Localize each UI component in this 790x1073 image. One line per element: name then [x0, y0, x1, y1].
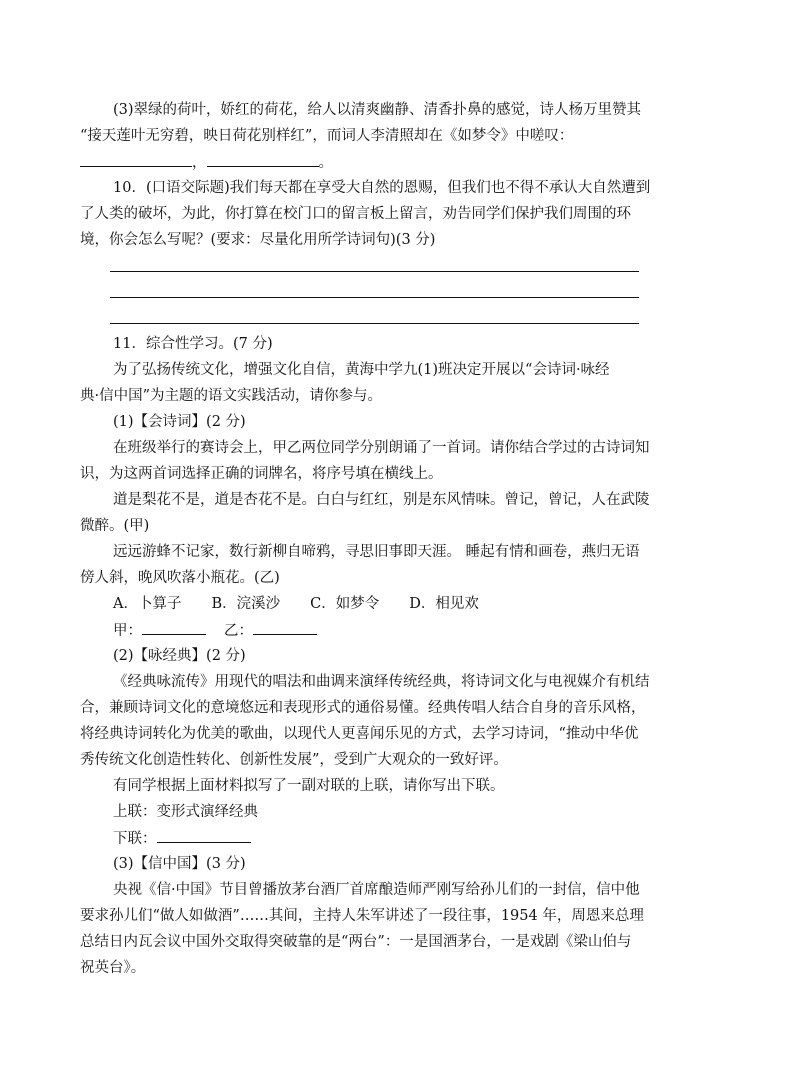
part2-title: (2)【咏经典】(2 分) — [113, 648, 246, 664]
couplet-lower-label: 下联： — [113, 831, 157, 847]
blank-separator: ， — [192, 155, 207, 171]
q10-line1: 10．(口语交际题)我们每天都在享受大自然的恩赐，但我们也不得不承认大自然遭到 — [113, 180, 651, 196]
couplet-lower-line — [113, 828, 251, 849]
q10-answer-rule-1[interactable] — [110, 271, 639, 272]
part3-p3: 总结日内瓦会议中国外交取得突破靠的是“两台”：一是国酒茅台，一是戏剧《梁山伯与 — [80, 934, 632, 950]
answer-yi-label: 乙： — [224, 623, 253, 639]
poem-jia-line2: 微醉。(甲) — [80, 518, 150, 534]
q11-heading: 11．综合性学习。(7 分) — [113, 336, 273, 352]
poem-jia-line1: 道是梨花不是，道是杏花不是。白白与红红，别是东风情味。曾记，曾记，人在武陵 — [113, 492, 650, 508]
part1-p1: 在班级举行的赛诗会上，甲乙两位同学分别朗诵了一首词。请你结合学过的古诗词知 — [113, 440, 650, 456]
part2-p4: 秀传统文化创造性转化、创新性发展”，受到广大观众的一致好评。 — [80, 752, 508, 768]
q10-line2: 了人类的破坏，为此，你打算在校门口的留言板上留言，劝告同学们保护我们周围的环 — [80, 206, 631, 222]
part1-title: (1)【会诗词】(2 分) — [113, 414, 246, 430]
part2-p3: 将经典诗词转化为优美的歌曲，以现代人更喜闻乐见的方式，去学习诗词，“推动中华优 — [80, 726, 639, 742]
answer-jia-label: 甲： — [113, 623, 142, 639]
q9-3-line1: (3)翠绿的荷叶，娇红的荷花，给人以清爽幽静、清香扑鼻的感觉，诗人杨万里赞其 — [113, 102, 642, 118]
option-c[interactable]: C．如梦令 — [310, 596, 380, 612]
part3-p2: 要求孙儿们“做人如做酒”……其间，主持人朱军讲述了一段往事，1954 年，周恩来总理 — [80, 908, 644, 924]
q10-answer-rule-2[interactable] — [110, 297, 639, 298]
part3-p4: 祝英台》。 — [80, 960, 146, 976]
q9-3-line2: “接天莲叶无穷碧，映日荷花别样红”，而词人李清照却在《如梦令》中嗟叹： — [80, 128, 574, 144]
part1-answers — [113, 620, 317, 641]
couplet-upper: 上联：变形式演绎经典 — [113, 804, 258, 820]
option-a[interactable]: A．卜算子 — [113, 596, 182, 612]
q11-intro-1: 为了弘扬传统文化，增强文化自信，黄海中学九(1)班决定开展以“会诗词·咏经 — [113, 362, 610, 378]
option-b[interactable]: B．浣溪沙 — [211, 596, 281, 612]
part2-p1: 《经典咏流传》用现代的唱法和曲调来演绎传统经典，将诗词文化与电视媒介有机结 — [113, 674, 650, 690]
part3-p1: 央视《信·中国》节目曾播放茅台酒厂首席酿造师严刚写给孙儿们的一封信，信中他 — [113, 882, 640, 898]
poem-yi-line2: 傍人斜，晚风吹落小瓶花。(乙) — [80, 570, 280, 586]
option-d[interactable]: D．相见欢 — [409, 596, 479, 612]
answer-yi-blank[interactable] — [253, 620, 317, 635]
couplet-lower-blank[interactable] — [157, 828, 251, 843]
q10-answer-rule-3[interactable] — [110, 323, 639, 324]
part1-options — [113, 594, 509, 614]
blank-end: 。 — [318, 155, 333, 171]
answer-jia-blank[interactable] — [142, 620, 206, 635]
q9-3-answer-line — [80, 152, 333, 173]
q11-intro-2: 典·信中国”为主题的语文实践活动，请你参与。 — [80, 388, 383, 404]
part3-title: (3)【信中国】(3 分) — [113, 856, 246, 872]
q10-line3: 境，你会怎么写呢？(要求：尽量化用所学诗词句)(3 分) — [80, 232, 436, 248]
part1-p2: 识，为这两首词选择正确的词牌名，将序号填在横线上。 — [80, 466, 443, 482]
part2-p2: 合，兼顾诗词文化的意境悠远和表现形式的通俗易懂。经典传唱人结合自身的音乐风格， — [80, 700, 646, 716]
answer-blank-2[interactable] — [207, 152, 319, 167]
answer-blank-1[interactable] — [80, 152, 192, 167]
part2-task: 有同学根据上面材料拟写了一副对联的上联，请你写出下联。 — [113, 778, 505, 794]
poem-yi-line1: 远远游蜂不记家，数行新柳自啼鸦，寻思旧事即天涯。 睡起有情和画卷，燕归无语 — [113, 544, 640, 560]
